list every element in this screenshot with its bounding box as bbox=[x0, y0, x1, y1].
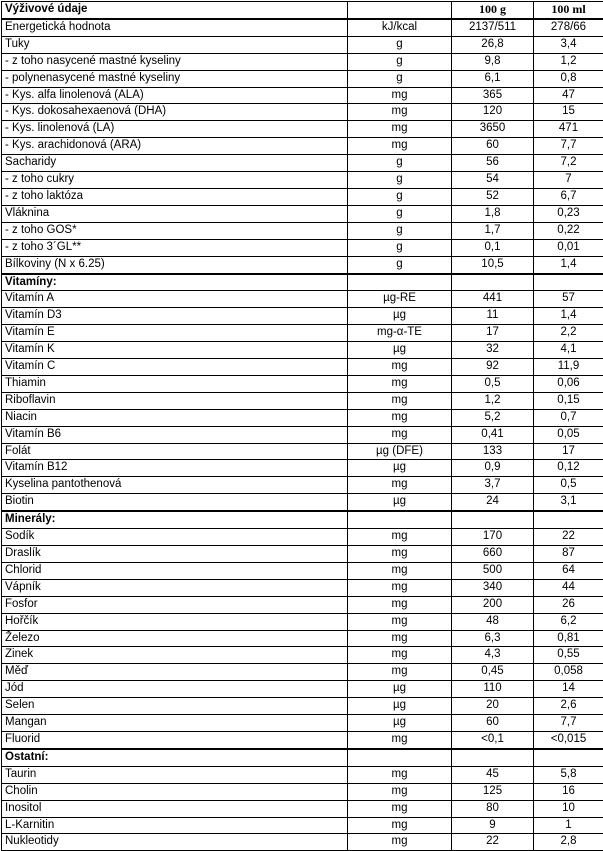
nutrient-name-cell: Nukleotidy bbox=[2, 834, 348, 851]
unit-cell: mg bbox=[348, 834, 452, 851]
table-row bbox=[2, 766, 603, 783]
per-100ml-cell: 0,22 bbox=[534, 222, 603, 239]
unit-cell: g bbox=[348, 70, 452, 87]
unit-cell: mg bbox=[348, 647, 452, 664]
per-100g-cell: 9 bbox=[452, 817, 534, 834]
per-100g-cell: 133 bbox=[452, 443, 534, 460]
table-row bbox=[2, 783, 603, 800]
nutrient-name-cell: Taurin bbox=[2, 766, 348, 783]
table-row bbox=[2, 613, 603, 630]
per-100ml-cell: 14 bbox=[534, 681, 603, 698]
nutrient-name-cell: - Kys. linolenová (LA) bbox=[2, 121, 348, 138]
per-100ml-cell: 0,12 bbox=[534, 460, 603, 477]
table-row bbox=[2, 205, 603, 222]
nutrient-name-cell: Tuky bbox=[2, 36, 348, 53]
table-row bbox=[2, 155, 603, 172]
table-row bbox=[2, 308, 603, 325]
per-100g-cell: 9,8 bbox=[452, 53, 534, 70]
per-100ml-cell: 22 bbox=[534, 529, 603, 546]
section-label: Ostatní: bbox=[2, 749, 348, 766]
unit-cell: mg bbox=[348, 731, 452, 748]
unit-cell: mg bbox=[348, 562, 452, 579]
table-row bbox=[2, 104, 603, 121]
per-100g-cell: 441 bbox=[452, 291, 534, 308]
per-100g-cell: 4,3 bbox=[452, 647, 534, 664]
table-row bbox=[2, 138, 603, 155]
nutrient-name-cell: Draslík bbox=[2, 546, 348, 563]
per-100g-cell: 0,9 bbox=[452, 460, 534, 477]
unit-cell: mg bbox=[348, 392, 452, 409]
nutrient-name-cell: Vláknina bbox=[2, 205, 348, 222]
unit-cell: µg bbox=[348, 308, 452, 325]
per-100g-cell: 1,7 bbox=[452, 222, 534, 239]
per-100ml-cell: 7,7 bbox=[534, 715, 603, 732]
unit-column-header bbox=[348, 2, 452, 19]
nutrient-name-cell: Vitamín B6 bbox=[2, 426, 348, 443]
per-100ml-cell: 1 bbox=[534, 817, 603, 834]
nutrient-name-cell: Železo bbox=[2, 630, 348, 647]
per-100ml-cell: 471 bbox=[534, 121, 603, 138]
section-empty-cell bbox=[348, 511, 452, 528]
unit-cell: µg bbox=[348, 698, 452, 715]
unit-cell: mg bbox=[348, 121, 452, 138]
section-empty-cell bbox=[452, 749, 534, 766]
per-100ml-cell: 64 bbox=[534, 562, 603, 579]
per-100g-column-header: 100 g bbox=[452, 2, 534, 19]
nutrient-name-cell: Thiamin bbox=[2, 375, 348, 392]
nutrient-name-cell: Mangan bbox=[2, 715, 348, 732]
table-row bbox=[2, 546, 603, 563]
per-100g-cell: 365 bbox=[452, 87, 534, 104]
nutrient-name-cell: Riboflavin bbox=[2, 392, 348, 409]
table-row bbox=[2, 529, 603, 546]
unit-cell: µg bbox=[348, 494, 452, 511]
per-100ml-cell: 87 bbox=[534, 546, 603, 563]
nutrient-name-cell: - z toho laktóza bbox=[2, 188, 348, 205]
nutrient-name-cell: Cholin bbox=[2, 783, 348, 800]
per-100g-cell: 10,5 bbox=[452, 256, 534, 273]
unit-cell: g bbox=[348, 222, 452, 239]
unit-cell: g bbox=[348, 53, 452, 70]
per-100ml-cell: 26 bbox=[534, 596, 603, 613]
per-100ml-cell: 1,4 bbox=[534, 256, 603, 273]
per-100g-cell: 0,45 bbox=[452, 664, 534, 681]
per-100ml-cell: 0,7 bbox=[534, 409, 603, 426]
unit-cell: mg bbox=[348, 546, 452, 563]
per-100ml-cell: 3,4 bbox=[534, 36, 603, 53]
unit-cell: µg bbox=[348, 342, 452, 359]
per-100g-cell: 120 bbox=[452, 104, 534, 121]
table-row bbox=[2, 834, 603, 851]
unit-cell: µg bbox=[348, 681, 452, 698]
section-empty-cell bbox=[534, 274, 603, 291]
table-row bbox=[2, 562, 603, 579]
nutrition-table bbox=[1, 1, 603, 851]
per-100ml-cell: 5,8 bbox=[534, 766, 603, 783]
table-title: Výživové údaje bbox=[2, 2, 348, 19]
section-header-row bbox=[2, 749, 603, 766]
unit-cell: g bbox=[348, 188, 452, 205]
table-row bbox=[2, 698, 603, 715]
table-row bbox=[2, 494, 603, 511]
section-empty-cell bbox=[534, 749, 603, 766]
table-row bbox=[2, 359, 603, 376]
per-100ml-cell: 2,2 bbox=[534, 325, 603, 342]
unit-cell: mg bbox=[348, 477, 452, 494]
table-row bbox=[2, 596, 603, 613]
nutrient-name-cell: - z toho GOS* bbox=[2, 222, 348, 239]
section-empty-cell bbox=[348, 274, 452, 291]
nutrient-name-cell: Fosfor bbox=[2, 596, 348, 613]
per-100g-cell: 26,8 bbox=[452, 36, 534, 53]
table-row bbox=[2, 392, 603, 409]
nutrient-name-cell: Sodík bbox=[2, 529, 348, 546]
nutrient-name-cell: Energetická hodnota bbox=[2, 19, 348, 36]
nutrient-name-cell: Chlorid bbox=[2, 562, 348, 579]
nutrient-name-cell: Jód bbox=[2, 681, 348, 698]
per-100g-cell: 6,3 bbox=[452, 630, 534, 647]
per-100ml-cell: 17 bbox=[534, 443, 603, 460]
table-row bbox=[2, 800, 603, 817]
per-100g-cell: 48 bbox=[452, 613, 534, 630]
section-empty-cell bbox=[452, 511, 534, 528]
table-row bbox=[2, 664, 603, 681]
unit-cell: mg-α-TE bbox=[348, 325, 452, 342]
table-row bbox=[2, 256, 603, 273]
per-100ml-cell: 47 bbox=[534, 87, 603, 104]
per-100ml-cell: 2,8 bbox=[534, 834, 603, 851]
unit-cell: g bbox=[348, 205, 452, 222]
per-100ml-cell: 44 bbox=[534, 579, 603, 596]
nutrient-name-cell: - polynenasycené mastné kyseliny bbox=[2, 70, 348, 87]
unit-cell: µg bbox=[348, 715, 452, 732]
unit-cell: g bbox=[348, 36, 452, 53]
per-100g-cell: 170 bbox=[452, 529, 534, 546]
section-empty-cell bbox=[534, 511, 603, 528]
table-row bbox=[2, 647, 603, 664]
section-empty-cell bbox=[452, 274, 534, 291]
nutrient-name-cell: Měď bbox=[2, 664, 348, 681]
table-row bbox=[2, 172, 603, 189]
table-row bbox=[2, 121, 603, 138]
table-row bbox=[2, 87, 603, 104]
table-row bbox=[2, 222, 603, 239]
nutrient-name-cell: - Kys. alfa linolenová (ALA) bbox=[2, 87, 348, 104]
nutrient-name-cell: Vitamín C bbox=[2, 359, 348, 376]
nutrient-name-cell: Inositol bbox=[2, 800, 348, 817]
unit-cell: mg bbox=[348, 783, 452, 800]
unit-cell: mg bbox=[348, 409, 452, 426]
nutrient-name-cell: Folát bbox=[2, 443, 348, 460]
per-100ml-cell: 0,01 bbox=[534, 239, 603, 256]
table-row bbox=[2, 375, 603, 392]
per-100g-cell: 60 bbox=[452, 138, 534, 155]
per-100g-cell: 0,41 bbox=[452, 426, 534, 443]
per-100ml-cell: 6,2 bbox=[534, 613, 603, 630]
table-row bbox=[2, 239, 603, 256]
per-100g-cell: 6,1 bbox=[452, 70, 534, 87]
table-row bbox=[2, 477, 603, 494]
section-label: Vitamíny: bbox=[2, 274, 348, 291]
unit-cell: mg bbox=[348, 613, 452, 630]
per-100ml-cell: 4,1 bbox=[534, 342, 603, 359]
per-100ml-cell: 0,15 bbox=[534, 392, 603, 409]
per-100ml-cell: 0,55 bbox=[534, 647, 603, 664]
per-100g-cell: 20 bbox=[452, 698, 534, 715]
unit-cell: g bbox=[348, 256, 452, 273]
unit-cell: mg bbox=[348, 664, 452, 681]
per-100ml-cell: 7 bbox=[534, 172, 603, 189]
nutrient-name-cell: Selen bbox=[2, 698, 348, 715]
per-100ml-cell: 3,1 bbox=[534, 494, 603, 511]
per-100g-cell: 3650 bbox=[452, 121, 534, 138]
nutrient-name-cell: Hořčík bbox=[2, 613, 348, 630]
per-100g-cell: 54 bbox=[452, 172, 534, 189]
unit-cell: kJ/kcal bbox=[348, 19, 452, 36]
per-100ml-cell: 0,06 bbox=[534, 375, 603, 392]
per-100g-cell: 52 bbox=[452, 188, 534, 205]
per-100g-cell: 0,5 bbox=[452, 375, 534, 392]
per-100ml-cell: 6,7 bbox=[534, 188, 603, 205]
per-100g-cell: 1,8 bbox=[452, 205, 534, 222]
table-header-row bbox=[2, 2, 603, 19]
unit-cell: mg bbox=[348, 596, 452, 613]
unit-cell: mg bbox=[348, 138, 452, 155]
per-100ml-cell: 0,5 bbox=[534, 477, 603, 494]
per-100ml-cell: 16 bbox=[534, 783, 603, 800]
nutrient-name-cell: Vitamín D3 bbox=[2, 308, 348, 325]
unit-cell: µg-RE bbox=[348, 291, 452, 308]
per-100g-cell: 56 bbox=[452, 155, 534, 172]
unit-cell: mg bbox=[348, 359, 452, 376]
per-100ml-column-header: 100 ml bbox=[534, 2, 603, 19]
table-row bbox=[2, 426, 603, 443]
per-100ml-cell: 0,81 bbox=[534, 630, 603, 647]
section-header-row bbox=[2, 511, 603, 528]
nutrient-name-cell: Bílkoviny (N x 6.25) bbox=[2, 256, 348, 273]
per-100g-cell: 60 bbox=[452, 715, 534, 732]
per-100g-cell: 340 bbox=[452, 579, 534, 596]
per-100g-cell: 22 bbox=[452, 834, 534, 851]
table-row bbox=[2, 681, 603, 698]
table-row bbox=[2, 460, 603, 477]
table-row bbox=[2, 731, 603, 748]
per-100ml-cell: 1,4 bbox=[534, 308, 603, 325]
per-100ml-cell: 7,7 bbox=[534, 138, 603, 155]
nutrient-name-cell: Vitamín A bbox=[2, 291, 348, 308]
unit-cell: mg bbox=[348, 104, 452, 121]
nutrient-name-cell: Vápník bbox=[2, 579, 348, 596]
per-100ml-cell: 0,05 bbox=[534, 426, 603, 443]
unit-cell: g bbox=[348, 172, 452, 189]
table-row bbox=[2, 715, 603, 732]
table-row bbox=[2, 19, 603, 36]
unit-cell: g bbox=[348, 155, 452, 172]
nutrient-name-cell: - z toho 3´GL** bbox=[2, 239, 348, 256]
table-row bbox=[2, 342, 603, 359]
nutrient-name-cell: Biotin bbox=[2, 494, 348, 511]
section-empty-cell bbox=[348, 749, 452, 766]
per-100ml-cell: 0,23 bbox=[534, 205, 603, 222]
per-100ml-cell: <0,015 bbox=[534, 731, 603, 748]
nutrient-name-cell: Vitamín E bbox=[2, 325, 348, 342]
per-100g-cell: 11 bbox=[452, 308, 534, 325]
per-100g-cell: 0,1 bbox=[452, 239, 534, 256]
unit-cell: mg bbox=[348, 630, 452, 647]
table-row bbox=[2, 630, 603, 647]
per-100g-cell: 500 bbox=[452, 562, 534, 579]
per-100ml-cell: 278/66 bbox=[534, 19, 603, 36]
unit-cell: g bbox=[348, 239, 452, 256]
nutrient-name-cell: Fluorid bbox=[2, 731, 348, 748]
table-row bbox=[2, 409, 603, 426]
unit-cell: mg bbox=[348, 426, 452, 443]
nutrient-name-cell: L-Karnitin bbox=[2, 817, 348, 834]
unit-cell: mg bbox=[348, 579, 452, 596]
per-100ml-cell: 0,8 bbox=[534, 70, 603, 87]
per-100g-cell: 24 bbox=[452, 494, 534, 511]
per-100g-cell: 45 bbox=[452, 766, 534, 783]
table-row bbox=[2, 36, 603, 53]
per-100g-cell: 80 bbox=[452, 800, 534, 817]
per-100g-cell: 32 bbox=[452, 342, 534, 359]
nutrient-name-cell: Sacharidy bbox=[2, 155, 348, 172]
section-label: Minerály: bbox=[2, 511, 348, 528]
nutrient-name-cell: - z toho cukry bbox=[2, 172, 348, 189]
nutrition-table-body bbox=[2, 2, 603, 851]
unit-cell: mg bbox=[348, 766, 452, 783]
nutrient-name-cell: - Kys. dokosahexaenová (DHA) bbox=[2, 104, 348, 121]
per-100g-cell: 92 bbox=[452, 359, 534, 376]
nutrient-name-cell: Kyselina pantothenová bbox=[2, 477, 348, 494]
per-100ml-cell: 11,9 bbox=[534, 359, 603, 376]
unit-cell: µg bbox=[348, 460, 452, 477]
table-row bbox=[2, 579, 603, 596]
per-100g-cell: 5,2 bbox=[452, 409, 534, 426]
per-100ml-cell: 2,6 bbox=[534, 698, 603, 715]
nutrient-name-cell: Niacin bbox=[2, 409, 348, 426]
per-100ml-cell: 1,2 bbox=[534, 53, 603, 70]
unit-cell: mg bbox=[348, 87, 452, 104]
nutrient-name-cell: Vitamín K bbox=[2, 342, 348, 359]
unit-cell: mg bbox=[348, 800, 452, 817]
table-row bbox=[2, 817, 603, 834]
unit-cell: mg bbox=[348, 529, 452, 546]
section-header-row bbox=[2, 274, 603, 291]
per-100g-cell: 110 bbox=[452, 681, 534, 698]
table-row bbox=[2, 443, 603, 460]
per-100g-cell: 660 bbox=[452, 546, 534, 563]
per-100g-cell: 3,7 bbox=[452, 477, 534, 494]
per-100g-cell: 17 bbox=[452, 325, 534, 342]
per-100ml-cell: 15 bbox=[534, 104, 603, 121]
table-row bbox=[2, 325, 603, 342]
per-100ml-cell: 10 bbox=[534, 800, 603, 817]
per-100g-cell: 1,2 bbox=[452, 392, 534, 409]
unit-cell: mg bbox=[348, 817, 452, 834]
unit-cell: µg (DFE) bbox=[348, 443, 452, 460]
table-row bbox=[2, 188, 603, 205]
per-100ml-cell: 0,058 bbox=[534, 664, 603, 681]
table-row bbox=[2, 291, 603, 308]
nutrient-name-cell: - z toho nasycené mastné kyseliny bbox=[2, 53, 348, 70]
nutrient-name-cell: - Kys. arachidonová (ARA) bbox=[2, 138, 348, 155]
unit-cell: mg bbox=[348, 375, 452, 392]
nutrient-name-cell: Vitamín B12 bbox=[2, 460, 348, 477]
table-row bbox=[2, 53, 603, 70]
per-100g-cell: 200 bbox=[452, 596, 534, 613]
per-100g-cell: 125 bbox=[452, 783, 534, 800]
per-100g-cell: 2137/511 bbox=[452, 19, 534, 36]
nutrient-name-cell: Zinek bbox=[2, 647, 348, 664]
per-100g-cell: <0,1 bbox=[452, 731, 534, 748]
table-row bbox=[2, 70, 603, 87]
per-100ml-cell: 57 bbox=[534, 291, 603, 308]
per-100ml-cell: 7,2 bbox=[534, 155, 603, 172]
